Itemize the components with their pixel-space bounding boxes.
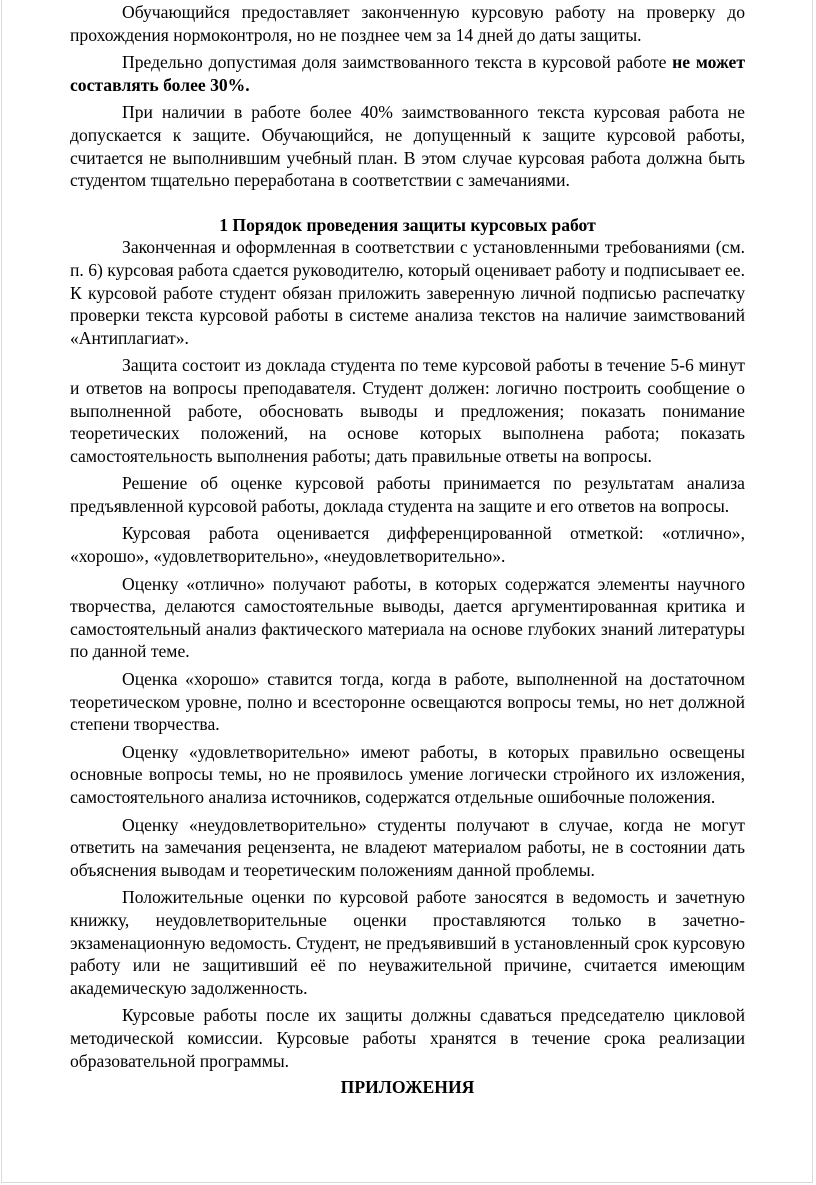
section-1-paragraph-9: Положительные оценки по курсовой работе заносятся в ведомость и зачетную книжку, неудовлетворительные оценки проставляются только в зачетно-экзаменационную ведомость. Студент, не предъявивший в установленный срок курсовую работу или не защитивший её по неуважительной причине, считается имеющим академическую задолженность.	[70, 887, 745, 998]
section-1-paragraph-3: Решение об оценке курсовой работы принимается по результатам анализа предъявленной курсовой работы, доклада студента на защите и его ответов на вопросы.	[70, 473, 745, 516]
section-1-paragraph-7: Оценку «удовлетворительно» имеют работы, в которых правильно освещены основные вопросы темы, но не проявилось умение логически стройного их изложения, самостоятельного анализа источников, содержатся отдельные ошибочные положения.	[70, 741, 745, 807]
document-body	[70, 1, 745, 1099]
section-1-paragraph-8: Оценку «неудовлетворительно» студенты получают в случае, когда не могут ответить на замечания рецензента, не владеют материалом работы, не в состоянии дать объяснения выводам и теоретическим положениям данной проблемы.	[70, 814, 745, 880]
intro-paragraph-2-emphasis: не может составлять более 30%.	[70, 52, 745, 95]
intro-paragraph-3: При наличии в работе более 40% заимствованного текста курсовая работа не допускается к защите. Обучающийся, не допущенный к защите курсовой работы, считается не выполнившим учебный план. В этом случае курсовая работа должна быть студентом тщательно переработана в соответствии с замечаниями.	[70, 102, 745, 191]
section-1-paragraph-5: Оценку «отлично» получают работы, в которых содержатся элементы научного творчества, делаются самостоятельные выводы, дается аргументированная критика и самостоятельный анализ фактического материала на основе глубоких знаний литературы по данной теме.	[70, 573, 745, 662]
intro-paragraph-1: Обучающийся предоставляет законченную курсовую работу на проверку до прохождения нормоконтроля, но не позднее чем за 14 дней до даты защиты.	[70, 2, 745, 45]
section-1-heading: 1 Порядок проведения защиты курсовых работ	[219, 214, 596, 235]
section-1-paragraph-4: Курсовая работа оценивается дифференцированной отметкой: «отлично», «хорошо», «удовлетворительно», «неудовлетворительно».	[70, 523, 745, 567]
section-1-paragraph-2: Защита состоит из доклада студента по теме курсовой работы в течение 5-6 минут и ответов на вопросы преподавателя. Студент должен: логично построить сообщение о выполненной работе, обосновать выводы и предложения; показать понимание теоретических положений, на основе которых выполнена работа; показать самостоятельность выполнения работы; дать правильные ответы на вопросы.	[70, 355, 745, 466]
intro-paragraph-2-text: Предельно допустимая доля заимствованного текста в курсовой работе	[122, 52, 673, 73]
section-1-paragraph-1: Законченная и оформленная в соответствии с установленными требованиями (см. п. 6) курсовая работа сдается руководителю, который оценивает работу и подписывает ее. К курсовой работе студент обязан приложить заверенную личной подписью распечатку проверки текста курсовой работы в системе анализа текстов на наличие заимствований «Антиплагиат».	[70, 237, 745, 348]
section-1-paragraph-6: Оценка «хорошо» ставится тогда, когда в работе, выполненной на достаточном теоретическом уровне, полно и всесторонне освещаются вопросы темы, но нет должной степени творчества.	[70, 669, 745, 735]
intro-paragraph-2	[70, 51, 745, 96]
section-1-paragraph-10: Курсовые работы после их защиты должны сдаваться председателю цикловой методической комиссии. Курсовые работы хранятся в течение срока реализации образовательной программы.	[70, 1005, 745, 1071]
document-page	[1, 0, 813, 1183]
appendix-heading: ПРИЛОЖЕНИЯ	[340, 1077, 475, 1098]
